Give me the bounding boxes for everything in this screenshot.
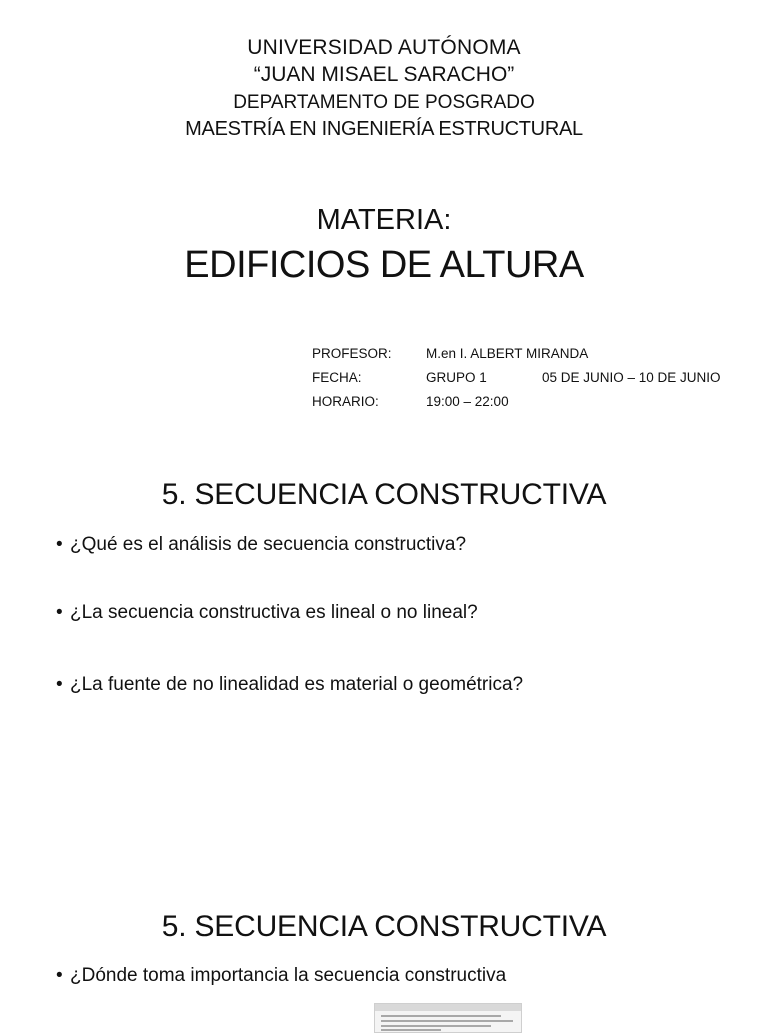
bullet-marker: • <box>56 674 63 695</box>
bullet-item <box>56 602 478 624</box>
bullet-item <box>56 674 523 696</box>
bullet-text: ¿La fuente de no linealidad es material o geométrica? <box>70 674 524 695</box>
university-name-line2: “JUAN MISAEL SARACHO” <box>253 63 515 86</box>
program-name: MAESTRÍA EN INGENIERÍA ESTRUCTURAL <box>185 118 583 140</box>
subject-label: MATERIA: <box>316 204 452 236</box>
thumbnail-text-line <box>381 1020 513 1022</box>
section-title: 5. SECUENCIA CONSTRUCTIVA <box>161 478 607 511</box>
bullet-marker: • <box>56 534 63 555</box>
bullet-marker: • <box>56 965 63 986</box>
bullet-item <box>56 965 506 987</box>
bullet-text: ¿Dónde toma importancia la secuencia constructiva <box>70 965 507 986</box>
thumbnail-header-bar <box>375 1004 521 1011</box>
subject-title: EDIFICIOS DE ALTURA <box>184 244 584 286</box>
bullet-marker: • <box>56 602 63 623</box>
date-range: 05 DE JUNIO – 10 DE JUNIO <box>542 370 721 385</box>
embedded-document-thumbnail <box>374 1003 522 1033</box>
schedule-label: HORARIO: <box>312 394 379 409</box>
bullet-text: ¿Qué es el análisis de secuencia constructiva? <box>70 534 467 555</box>
thumbnail-text-line <box>381 1015 501 1017</box>
date-group: GRUPO 1 <box>426 370 487 385</box>
professor-value: M.en I. ALBERT MIRANDA <box>426 346 589 361</box>
schedule-value: 19:00 – 22:00 <box>426 394 509 409</box>
bullet-text: ¿La secuencia constructiva es lineal o no lineal? <box>70 602 478 623</box>
professor-label: PROFESOR: <box>312 346 392 361</box>
section-slide-2 <box>0 880 768 1024</box>
bullet-item <box>56 534 466 556</box>
date-label: FECHA: <box>312 370 362 385</box>
cover-slide <box>0 0 768 450</box>
section-slide-1 <box>0 450 768 860</box>
thumbnail-text-line <box>381 1029 441 1031</box>
university-name-line1: UNIVERSIDAD AUTÓNOMA <box>247 36 521 59</box>
section-title: 5. SECUENCIA CONSTRUCTIVA <box>161 910 607 943</box>
department-name: DEPARTAMENTO DE POSGRADO <box>233 92 535 113</box>
thumbnail-text-line <box>381 1025 491 1027</box>
